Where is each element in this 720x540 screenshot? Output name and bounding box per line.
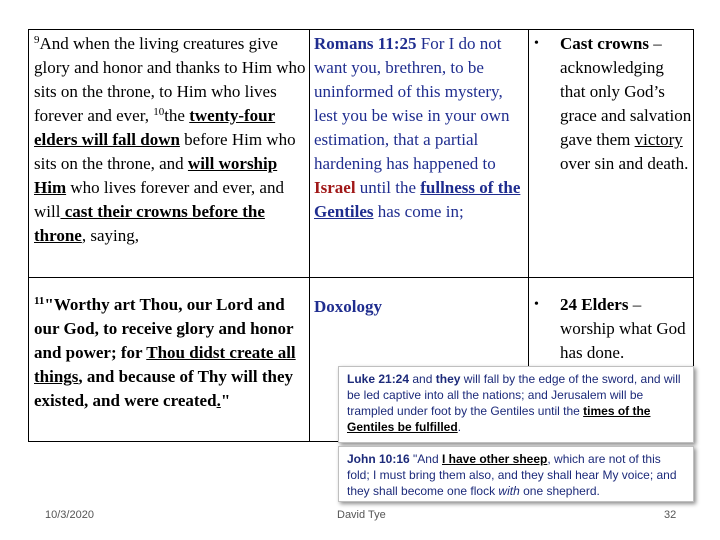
- romans-11-25: [314, 32, 524, 224]
- doxology-label: Doxology: [314, 297, 382, 316]
- verse-text: ": [220, 391, 231, 410]
- verse-text: the: [164, 106, 190, 125]
- bullet-icon: •: [534, 36, 539, 51]
- emphasis-text: Thou didst create all things: [34, 343, 296, 386]
- verse-number-10: 10: [153, 106, 165, 118]
- footer-date: 10/3/2020: [45, 509, 94, 521]
- emphasis-text: twenty-four elders will fall down: [34, 106, 276, 149]
- emphasis-text: they: [435, 372, 461, 386]
- emphasis-text: times of the Gentiles be fulfilled: [347, 404, 651, 434]
- bullet-text: over sin and death.: [560, 154, 689, 173]
- verse-text: And when the living creatures give glory and honor and thanks to Him who sits on the throne, to Him who lives forever and ever,: [34, 34, 306, 125]
- emphasis-text: Israel: [314, 178, 356, 197]
- scripture-reference: Luke 21:24: [347, 372, 410, 386]
- verse-text: before Him who sits on the throne, and: [34, 130, 296, 173]
- emphasis-text: victory: [634, 130, 683, 149]
- bullet-heading: 24 Elders: [560, 295, 629, 314]
- row-divider: [28, 277, 694, 278]
- verse-text: "Worthy art Thou, our Lord and our God, to receive glory and honor and power; for: [34, 295, 294, 362]
- popup-text: .: [457, 420, 462, 434]
- john-10-16-popup: [338, 446, 694, 502]
- verse-text: For I do not want you, brethren, to be uninformed of this mystery, lest you be wise in your own estimation, that a partial hardening has happened to: [314, 34, 510, 173]
- verse-text: until the: [355, 178, 421, 197]
- verse-text: , saying,: [81, 226, 139, 245]
- emphasis-text: fullness of the Gentiles: [314, 178, 521, 221]
- bullet-heading: Cast crowns: [560, 34, 649, 53]
- emphasis-text: will worship Him: [34, 154, 278, 197]
- scripture-reference: John 10:16: [347, 452, 410, 466]
- bullet-text: – worship what God has done.: [560, 295, 686, 362]
- popup-text: and: [409, 372, 436, 386]
- revelation-verses-9-10: [34, 32, 306, 248]
- scripture-reference: Romans 11:25: [314, 34, 417, 53]
- popup-text: , which are not of this fold; I must bring them also, and they shall hear My voice; and they shall become one flock: [347, 452, 677, 498]
- verse-number-9: 9: [34, 34, 40, 46]
- verse-text: who lives forever and ever, and will: [34, 178, 284, 221]
- footer-page-number: 32: [664, 509, 677, 521]
- popup-text: one shepherd.: [519, 484, 600, 498]
- popup-text: "And: [409, 452, 442, 466]
- popup-text: will fall by the edge of the sword, and will be led captive into all the nations; and Jerusalem will be trampled under foot by the Gentiles until the: [347, 372, 681, 418]
- emphasis-text: I have other sheep: [441, 452, 548, 466]
- verse-number-11: 11: [34, 295, 45, 307]
- footer-author: David Tye: [337, 509, 386, 521]
- emphasis-text: .: [216, 391, 221, 410]
- bullet-text: – acknowledging that only God’s grace and salvation gave them: [560, 34, 692, 149]
- verse-text: has come in;: [373, 202, 464, 221]
- emphasis-text: cast their crowns before the throne: [34, 202, 265, 245]
- revelation-verse-11: [34, 293, 306, 413]
- bullet-cast-crowns: [534, 32, 692, 176]
- bullet-24-elders: [534, 293, 692, 365]
- bullet-icon: •: [534, 297, 539, 312]
- emphasis-text: with: [498, 484, 520, 498]
- luke-21-24-popup: [338, 366, 694, 443]
- column-divider-1: [309, 29, 310, 442]
- verse-text: , and because of Thy will they existed, and were created: [34, 367, 293, 410]
